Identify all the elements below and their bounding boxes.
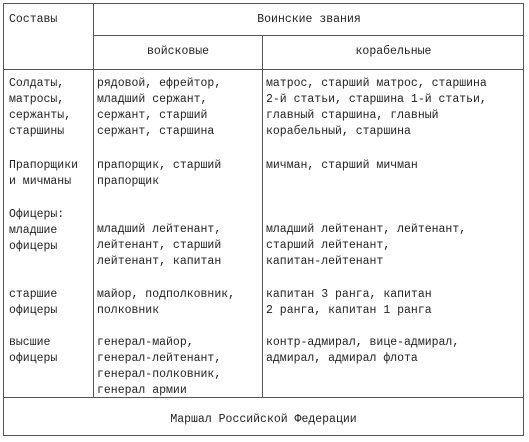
row-military: прапорщик, старший прапорщик [97, 159, 222, 188]
row-category: высшие офицеры [9, 336, 58, 365]
header-military: войсковые [146, 45, 210, 58]
row-category: Офицеры: младшие офицеры [9, 208, 65, 253]
header-ranks: Воинские звания [257, 13, 361, 26]
ranks-table [3, 3, 524, 436]
row-military: майор, подполковник, полковник [97, 288, 236, 317]
row-naval: капитан 3 ранга, капитан 2 ранга, капитан 1 ранга [266, 288, 432, 317]
column-divider-2 [262, 35, 263, 397]
row-naval: младший лейтенант, лейтенант, старший лейтенант, капитан-лейтенант [266, 223, 467, 268]
row-category: Прапорщики и мичманы [9, 159, 79, 188]
row-military: рядовой, ефрейтор, младший сержант, сержант, старший сержант, старшина [97, 77, 222, 138]
row-category: Солдаты, матросы, сержанты, старшины [9, 77, 72, 138]
header-divider-top [93, 35, 524, 36]
footer-marshal: Маршал Российской Федерации [170, 413, 357, 426]
column-divider-1 [93, 4, 94, 397]
row-naval: мичман, старший мичман [266, 159, 418, 172]
footer-divider [4, 397, 523, 398]
header-composition: Составы [9, 13, 58, 26]
header-divider-bottom [4, 69, 523, 70]
row-naval: контр-адмирал, вице-адмирал, адмирал, адмирал флота [266, 336, 460, 365]
header-naval: корабельные [355, 45, 432, 58]
row-category: старшие офицеры [9, 288, 58, 317]
row-military: младший лейтенант, лейтенант, старший лейтенант, капитан [97, 223, 222, 268]
row-military: генерал-майор, генерал-лейтенант, генерал-полковник, генерал армии [97, 336, 222, 397]
row-naval: матрос, старший матрос, старшина 2-й статьи, старшина 1-й статьи, главный старшина, главный корабельный, старшина [266, 77, 487, 138]
